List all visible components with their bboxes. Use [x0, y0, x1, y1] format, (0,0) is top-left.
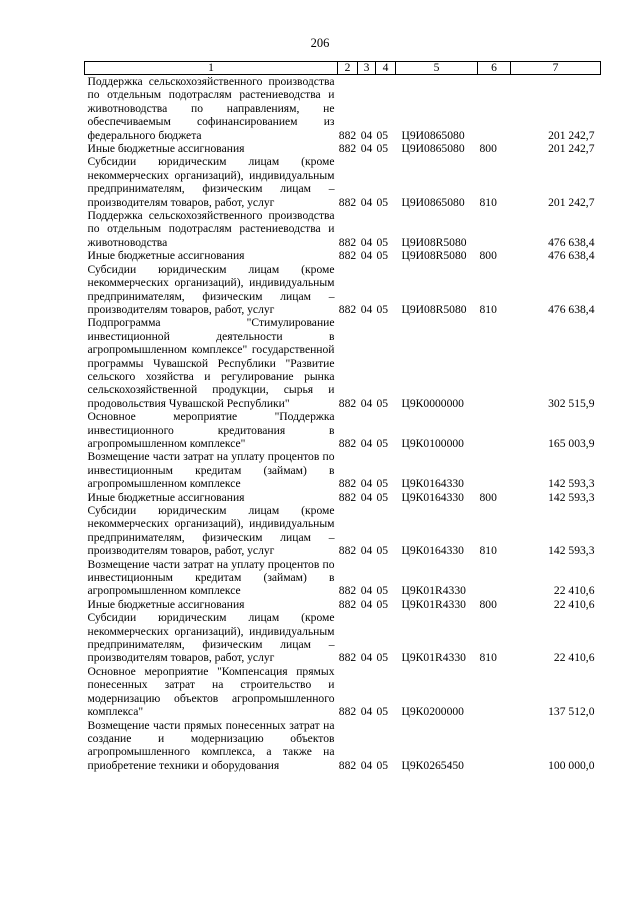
row-amount: 142 593,3 [548, 544, 595, 558]
row-expense-type [478, 209, 511, 249]
table-row [85, 142, 601, 155]
table-row [85, 611, 601, 665]
header-col-1: 1 [85, 62, 338, 75]
header-col-6: 6 [478, 62, 511, 75]
row-section: 04 [360, 142, 373, 156]
row-description: Возмещение части прямых понесенных затрат на создание и модернизацию объектов агропромышленного комплекса, а также на приобретение техники и оборудования [87, 718, 335, 772]
row-section: 04 [360, 544, 373, 558]
row-expense-type [478, 665, 511, 719]
row-expense-type: 810 [479, 544, 497, 558]
row-ministry-code: 882 [338, 302, 357, 316]
row-expense-type: 800 [479, 142, 497, 156]
row-subsection: 05 [376, 597, 389, 611]
row-subsection: 05 [376, 758, 389, 772]
row-description: Субсидии юридическим лицам (кроме некоммерческих организаций), индивидуальным предпринимателям, физическим лицам – производителям товаров, работ, услуг [87, 504, 335, 558]
row-target-article: Ц9К0100000 [401, 436, 464, 450]
row-section: 04 [360, 235, 373, 249]
header-col-2: 2 [338, 62, 358, 75]
row-ministry-code: 882 [338, 477, 357, 491]
row-subsection: 05 [376, 235, 389, 249]
row-description: Иные бюджетные ассигнования [87, 249, 245, 263]
row-target-article: Ц9К0164330 [401, 490, 464, 504]
table-row [85, 249, 601, 262]
row-description: Субсидии юридическим лицам (кроме некоммерческих организаций), индивидуальным предпринимателям, физическим лицам – производителям товаров, работ, услуг [87, 262, 335, 316]
header-col-3: 3 [358, 62, 376, 75]
row-ministry-code: 882 [338, 490, 357, 504]
row-subsection: 05 [376, 705, 389, 719]
row-amount: 137 512,0 [548, 705, 595, 719]
row-description: Субсидии юридическим лицам (кроме некоммерческих организаций), индивидуальным предпринимателям, физическим лицам – производителям товаров, работ, услуг [87, 155, 335, 209]
row-ministry-code: 882 [338, 758, 357, 772]
table-row [85, 209, 601, 249]
table-row [85, 491, 601, 504]
table-row [85, 75, 601, 143]
row-expense-type [478, 75, 511, 143]
row-ministry-code: 882 [338, 544, 357, 558]
row-target-article: Ц9К0164330 [401, 477, 464, 491]
row-ministry-code: 882 [338, 128, 357, 142]
row-subsection: 05 [376, 142, 389, 156]
row-description: Субсидии юридическим лицам (кроме некоммерческих организаций), индивидуальным предпринимателям, физическим лицам – производителям товаров, работ, услуг [87, 611, 335, 665]
row-ministry-code: 882 [338, 705, 357, 719]
row-description: Поддержка сельскохозяйственного производства по отдельным подотраслям растениеводства и животноводства [87, 209, 335, 249]
row-target-article: Ц9И0865080 [401, 195, 465, 209]
row-section: 04 [360, 195, 373, 209]
row-section: 04 [360, 128, 373, 142]
row-subsection: 05 [376, 436, 389, 450]
row-amount: 302 515,9 [548, 396, 595, 410]
header-col-5: 5 [396, 62, 478, 75]
row-section: 04 [360, 758, 373, 772]
row-subsection: 05 [376, 544, 389, 558]
row-amount: 22 410,6 [553, 597, 595, 611]
table-row [85, 155, 601, 209]
row-target-article: Ц9И0865080 [401, 128, 465, 142]
row-target-article: Ц9К01R4330 [401, 584, 466, 598]
row-amount: 142 593,3 [548, 477, 595, 491]
row-subsection: 05 [376, 477, 389, 491]
row-subsection: 05 [376, 128, 389, 142]
row-section: 04 [360, 302, 373, 316]
row-subsection: 05 [376, 490, 389, 504]
row-amount: 476 638,4 [548, 235, 595, 249]
table-row [85, 558, 601, 598]
row-target-article: Ц9К01R4330 [401, 597, 466, 611]
row-amount: 476 638,4 [548, 302, 595, 316]
row-ministry-code: 882 [338, 584, 357, 598]
row-description: Иные бюджетные ассигнования [87, 490, 245, 504]
row-amount: 100 000,0 [548, 758, 595, 772]
row-amount: 165 003,9 [548, 436, 595, 450]
table-row [85, 263, 601, 317]
row-expense-type [478, 558, 511, 598]
row-amount: 22 410,6 [553, 584, 595, 598]
row-subsection: 05 [376, 651, 389, 665]
row-target-article: Ц9К0200000 [401, 705, 464, 719]
row-description: Основное мероприятие "Компенсация прямых понесенных затрат на строительство и модернизацию объектов агропромышленного комплекса" [87, 664, 335, 719]
row-ministry-code: 882 [338, 651, 357, 665]
row-expense-type [478, 719, 511, 773]
budget-table [84, 61, 601, 772]
table-row [85, 598, 601, 611]
row-subsection: 05 [376, 249, 389, 263]
row-amount: 201 242,7 [548, 142, 595, 156]
header-col-7: 7 [511, 62, 601, 75]
row-ministry-code: 882 [338, 142, 357, 156]
row-target-article: Ц9К0164330 [401, 544, 464, 558]
row-target-article: Ц9К0265450 [401, 758, 464, 772]
header-col-4: 4 [376, 62, 396, 75]
row-description: Подпрограмма "Стимулирование инвестиционной деятельности в агропромышленном комплексе" государственной программы Чувашской Республики "Развитие сельского хозяйства и регулирование рынка сельскохозяйственной продукции, сырья и продовольствия Чувашской Республики" [87, 316, 335, 410]
row-amount: 142 593,3 [548, 490, 595, 504]
row-section: 04 [360, 396, 373, 410]
row-expense-type: 800 [479, 249, 497, 263]
row-section: 04 [360, 249, 373, 263]
row-expense-type [478, 410, 511, 450]
table-row [85, 410, 601, 450]
row-amount: 22 410,6 [553, 651, 595, 665]
row-section: 04 [360, 490, 373, 504]
row-section: 04 [360, 584, 373, 598]
row-amount: 201 242,7 [548, 128, 595, 142]
row-expense-type: 810 [479, 651, 497, 665]
row-section: 04 [360, 477, 373, 491]
row-expense-type: 800 [479, 597, 497, 611]
row-description: Возмещение части затрат на уплату процентов по инвестиционным кредитам (займам) в агропромышленном комплексе [87, 450, 335, 491]
table-row [85, 450, 601, 490]
row-ministry-code: 882 [338, 396, 357, 410]
row-subsection: 05 [376, 195, 389, 209]
row-description: Иные бюджетные ассигнования [87, 597, 245, 611]
table-row [85, 504, 601, 558]
row-ministry-code: 882 [338, 235, 357, 249]
row-ministry-code: 882 [338, 249, 357, 263]
row-subsection: 05 [376, 396, 389, 410]
row-target-article: Ц9И08R5080 [401, 249, 467, 263]
row-subsection: 05 [376, 584, 389, 598]
row-description: Возмещение части затрат на уплату процентов по инвестиционным кредитам (займам) в агропромышленном комплексе [87, 557, 335, 598]
row-subsection: 05 [376, 302, 389, 316]
table-header-row [85, 62, 601, 75]
row-amount: 476 638,4 [548, 249, 595, 263]
row-section: 04 [360, 436, 373, 450]
row-description: Основное мероприятие "Поддержка инвестиционного кредитования в агропромышленном комплексе" [87, 410, 335, 450]
row-description: Иные бюджетные ассигнования [87, 142, 245, 156]
row-ministry-code: 882 [338, 195, 357, 209]
row-expense-type: 800 [479, 490, 497, 504]
row-ministry-code: 882 [338, 597, 357, 611]
row-expense-type [478, 316, 511, 410]
page-number: 206 [310, 36, 330, 50]
row-section: 04 [360, 705, 373, 719]
row-target-article: Ц9К0000000 [401, 396, 464, 410]
row-target-article: Ц9И08R5080 [401, 302, 467, 316]
row-expense-type: 810 [479, 195, 497, 209]
table-row [85, 316, 601, 410]
row-section: 04 [360, 651, 373, 665]
row-target-article: Ц9К01R4330 [401, 651, 466, 665]
row-target-article: Ц9И0865080 [401, 142, 465, 156]
row-section: 04 [360, 597, 373, 611]
row-expense-type: 810 [479, 302, 497, 316]
row-ministry-code: 882 [338, 436, 357, 450]
row-target-article: Ц9И08R5080 [401, 235, 467, 249]
row-amount: 201 242,7 [548, 195, 595, 209]
table-row [85, 719, 601, 773]
row-expense-type [478, 450, 511, 490]
table-row [85, 665, 601, 719]
row-description: Поддержка сельскохозяйственного производства по отдельным подотраслям растениеводства и животноводства по направлениям, не обеспечиваемым софинансированием из федерального бюджета [87, 75, 335, 142]
